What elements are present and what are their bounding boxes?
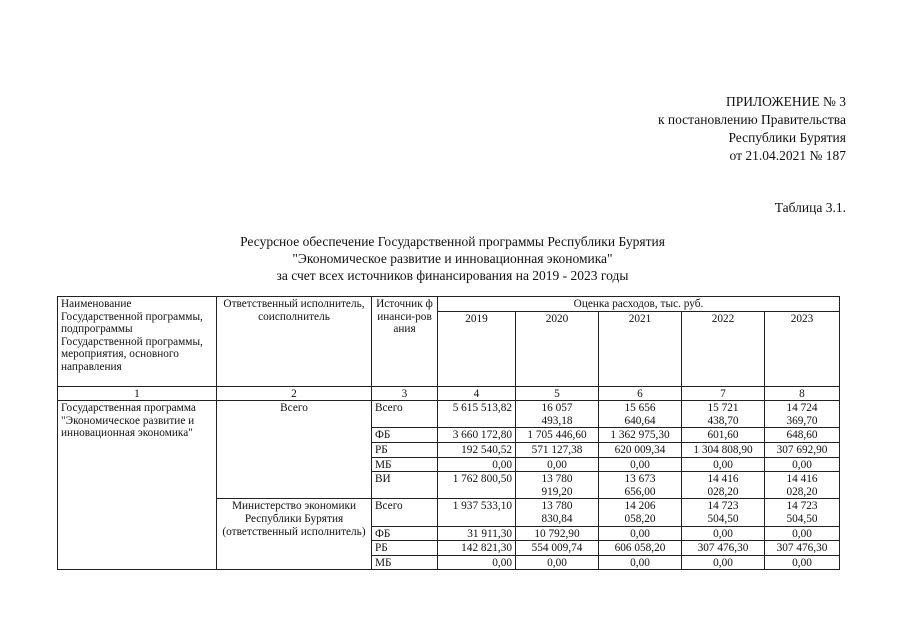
header-name: Наименование Государственной программы, подпрограммы Государственной программы, мероприятия, основного направления: [58, 297, 217, 387]
value-text: 31 911,30: [467, 527, 512, 540]
source-cell: Всего: [372, 401, 438, 428]
value-text: 0,00: [630, 458, 650, 471]
value-cell: [516, 401, 599, 428]
value-text: 0,00: [547, 458, 567, 471]
value-cell: [516, 499, 599, 526]
header-executor: Ответственный исполнитель, соисполнитель: [217, 297, 372, 387]
value-text: 16 057: [541, 402, 573, 415]
value-cell: [438, 526, 516, 541]
value-cell: [438, 457, 516, 472]
value-cell: [438, 472, 516, 499]
value-cell: [599, 442, 682, 457]
value-text: 0,00: [492, 458, 512, 471]
value-text: 14 723: [707, 500, 739, 513]
source-cell: РБ: [372, 541, 438, 556]
value-cell: [599, 555, 682, 570]
value-cell: [438, 401, 516, 428]
value-cell: [682, 541, 765, 556]
value-cell: [599, 499, 682, 526]
header-year: 2023: [765, 311, 840, 386]
value-text: 307 476,30: [697, 542, 749, 555]
value-text: 601,60: [707, 429, 739, 442]
value-text: 0,00: [547, 556, 567, 569]
value-text: 0,00: [713, 458, 733, 471]
document-title: [0, 233, 905, 284]
value-text: 369,70: [786, 414, 818, 427]
value-text: 606 058,20: [614, 542, 666, 555]
value-text: 1 362 975,30: [610, 429, 670, 442]
value-cell: [516, 472, 599, 499]
table-number: Таблица 3.1.: [774, 200, 846, 215]
value-cell: [599, 541, 682, 556]
value-text: 058,20: [624, 512, 656, 525]
value-text: 192 540,52: [461, 443, 512, 456]
value-cell: [765, 526, 840, 541]
value-text: 028,20: [786, 485, 818, 498]
value-cell: [438, 428, 516, 443]
program-name-cell: Государственная программа "Экономическое развитие и инновационная экономика": [58, 401, 217, 570]
value-text: 620 009,34: [614, 443, 666, 456]
value-cell: [438, 541, 516, 556]
source-cell: ФБ: [372, 526, 438, 541]
value-cell: [682, 472, 765, 499]
source-cell: ФБ: [372, 428, 438, 443]
value-cell: [599, 526, 682, 541]
value-cell: [599, 428, 682, 443]
value-text: 10 792,90: [534, 527, 580, 540]
column-number: 2: [217, 386, 372, 401]
value-cell: [682, 526, 765, 541]
value-text: 13 780: [541, 473, 573, 486]
appendix-date: от 21.04.2021 № 187: [729, 148, 846, 163]
value-cell: [765, 541, 840, 556]
value-cell: [765, 472, 840, 499]
value-cell: [516, 442, 599, 457]
value-cell: [765, 442, 840, 457]
value-cell: [765, 428, 840, 443]
appendix-header: [658, 93, 846, 165]
value-cell: [765, 457, 840, 472]
value-cell: [516, 457, 599, 472]
table-body: [58, 401, 840, 570]
column-number: 7: [682, 386, 765, 401]
value-text: 1 705 446,60: [527, 429, 587, 442]
value-text: 0,00: [792, 556, 812, 569]
value-text: 15 721: [707, 402, 739, 415]
source-cell: Всего: [372, 499, 438, 526]
value-text: 554 009,74: [531, 542, 583, 555]
value-text: 14 416: [707, 473, 739, 486]
source-cell: ВИ: [372, 472, 438, 499]
value-text: 13 780: [541, 500, 573, 513]
header-year: 2022: [682, 311, 765, 386]
header-year: 2021: [599, 311, 682, 386]
value-text: 830,84: [541, 512, 573, 525]
value-text: 504,50: [707, 512, 739, 525]
value-text: 571 127,38: [531, 443, 583, 456]
value-cell: [682, 499, 765, 526]
value-text: 14 723: [786, 500, 818, 513]
source-cell: МБ: [372, 555, 438, 570]
value-text: 0,00: [792, 458, 812, 471]
value-text: 648,60: [786, 429, 818, 442]
appendix-republic: Республики Бурятия: [728, 130, 846, 145]
value-cell: [765, 401, 840, 428]
column-number: 8: [765, 386, 840, 401]
value-cell: [438, 499, 516, 526]
value-text: 15 656: [624, 402, 656, 415]
header-estimate: Оценка расходов, тыс. руб.: [438, 297, 840, 312]
column-number: 5: [516, 386, 599, 401]
executor-cell: Министерство экономики Республики Бурятия (ответственный исполнитель): [217, 499, 372, 570]
table-row: [58, 401, 840, 428]
value-cell: [682, 442, 765, 457]
value-text: 0,00: [713, 556, 733, 569]
appendix-decree: к постановлению Правительства: [657, 112, 846, 127]
title-line-1: Ресурсное обеспечение Государственной программы Республики Бурятия: [240, 234, 665, 249]
source-cell: МБ: [372, 457, 438, 472]
value-cell: [765, 499, 840, 526]
value-cell: [599, 401, 682, 428]
value-cell: [682, 401, 765, 428]
value-text: 307 692,90: [776, 443, 828, 456]
appendix-title: ПРИЛОЖЕНИЕ № 3: [725, 94, 846, 109]
value-text: 1 762 800,50: [452, 473, 512, 486]
value-text: 307 476,30: [776, 542, 828, 555]
value-text: 5 615 513,82: [452, 402, 512, 415]
value-text: 13 673: [624, 473, 656, 486]
value-text: 919,20: [541, 485, 573, 498]
source-cell: РБ: [372, 442, 438, 457]
table-header-row: [58, 297, 840, 312]
value-text: 3 660 172,80: [452, 429, 512, 442]
resource-table: [57, 296, 840, 570]
value-text: 0,00: [713, 527, 733, 540]
value-cell: [682, 555, 765, 570]
column-number: 6: [599, 386, 682, 401]
column-number: 3: [372, 386, 438, 401]
value-cell: [765, 555, 840, 570]
value-text: 640,64: [624, 414, 656, 427]
header-year: 2019: [438, 311, 516, 386]
value-cell: [599, 472, 682, 499]
value-text: 493,18: [541, 414, 573, 427]
column-number: 1: [58, 386, 217, 401]
header-year: 2020: [516, 311, 599, 386]
value-text: 028,20: [707, 485, 739, 498]
value-text: 14 724: [786, 402, 818, 415]
title-line-2: "Экономическое развитие и инновационная экономика": [292, 251, 613, 266]
value-text: 142 821,30: [461, 542, 512, 555]
value-text: 14 206: [624, 500, 656, 513]
column-number-row: [58, 386, 840, 401]
value-text: 0,00: [792, 527, 812, 540]
value-cell: [516, 526, 599, 541]
value-text: 0,00: [630, 556, 650, 569]
value-text: 0,00: [630, 527, 650, 540]
value-cell: [516, 555, 599, 570]
value-cell: [438, 555, 516, 570]
executor-cell: Всего: [217, 401, 372, 499]
column-number: 4: [438, 386, 516, 401]
value-text: 1 937 533,10: [452, 500, 512, 513]
value-text: 1 304 808,90: [693, 443, 753, 456]
header-source: Источник финанси-рования: [372, 297, 438, 387]
value-text: 656,00: [624, 485, 656, 498]
value-text: 504,50: [786, 512, 818, 525]
value-text: 14 416: [786, 473, 818, 486]
value-cell: [682, 428, 765, 443]
value-cell: [438, 442, 516, 457]
value-cell: [682, 457, 765, 472]
title-line-3: за счет всех источников финансирования на 2019 - 2023 годы: [276, 268, 629, 283]
value-text: 0,00: [492, 556, 512, 569]
value-cell: [516, 541, 599, 556]
value-text: 438,70: [707, 414, 739, 427]
value-cell: [599, 457, 682, 472]
value-cell: [516, 428, 599, 443]
